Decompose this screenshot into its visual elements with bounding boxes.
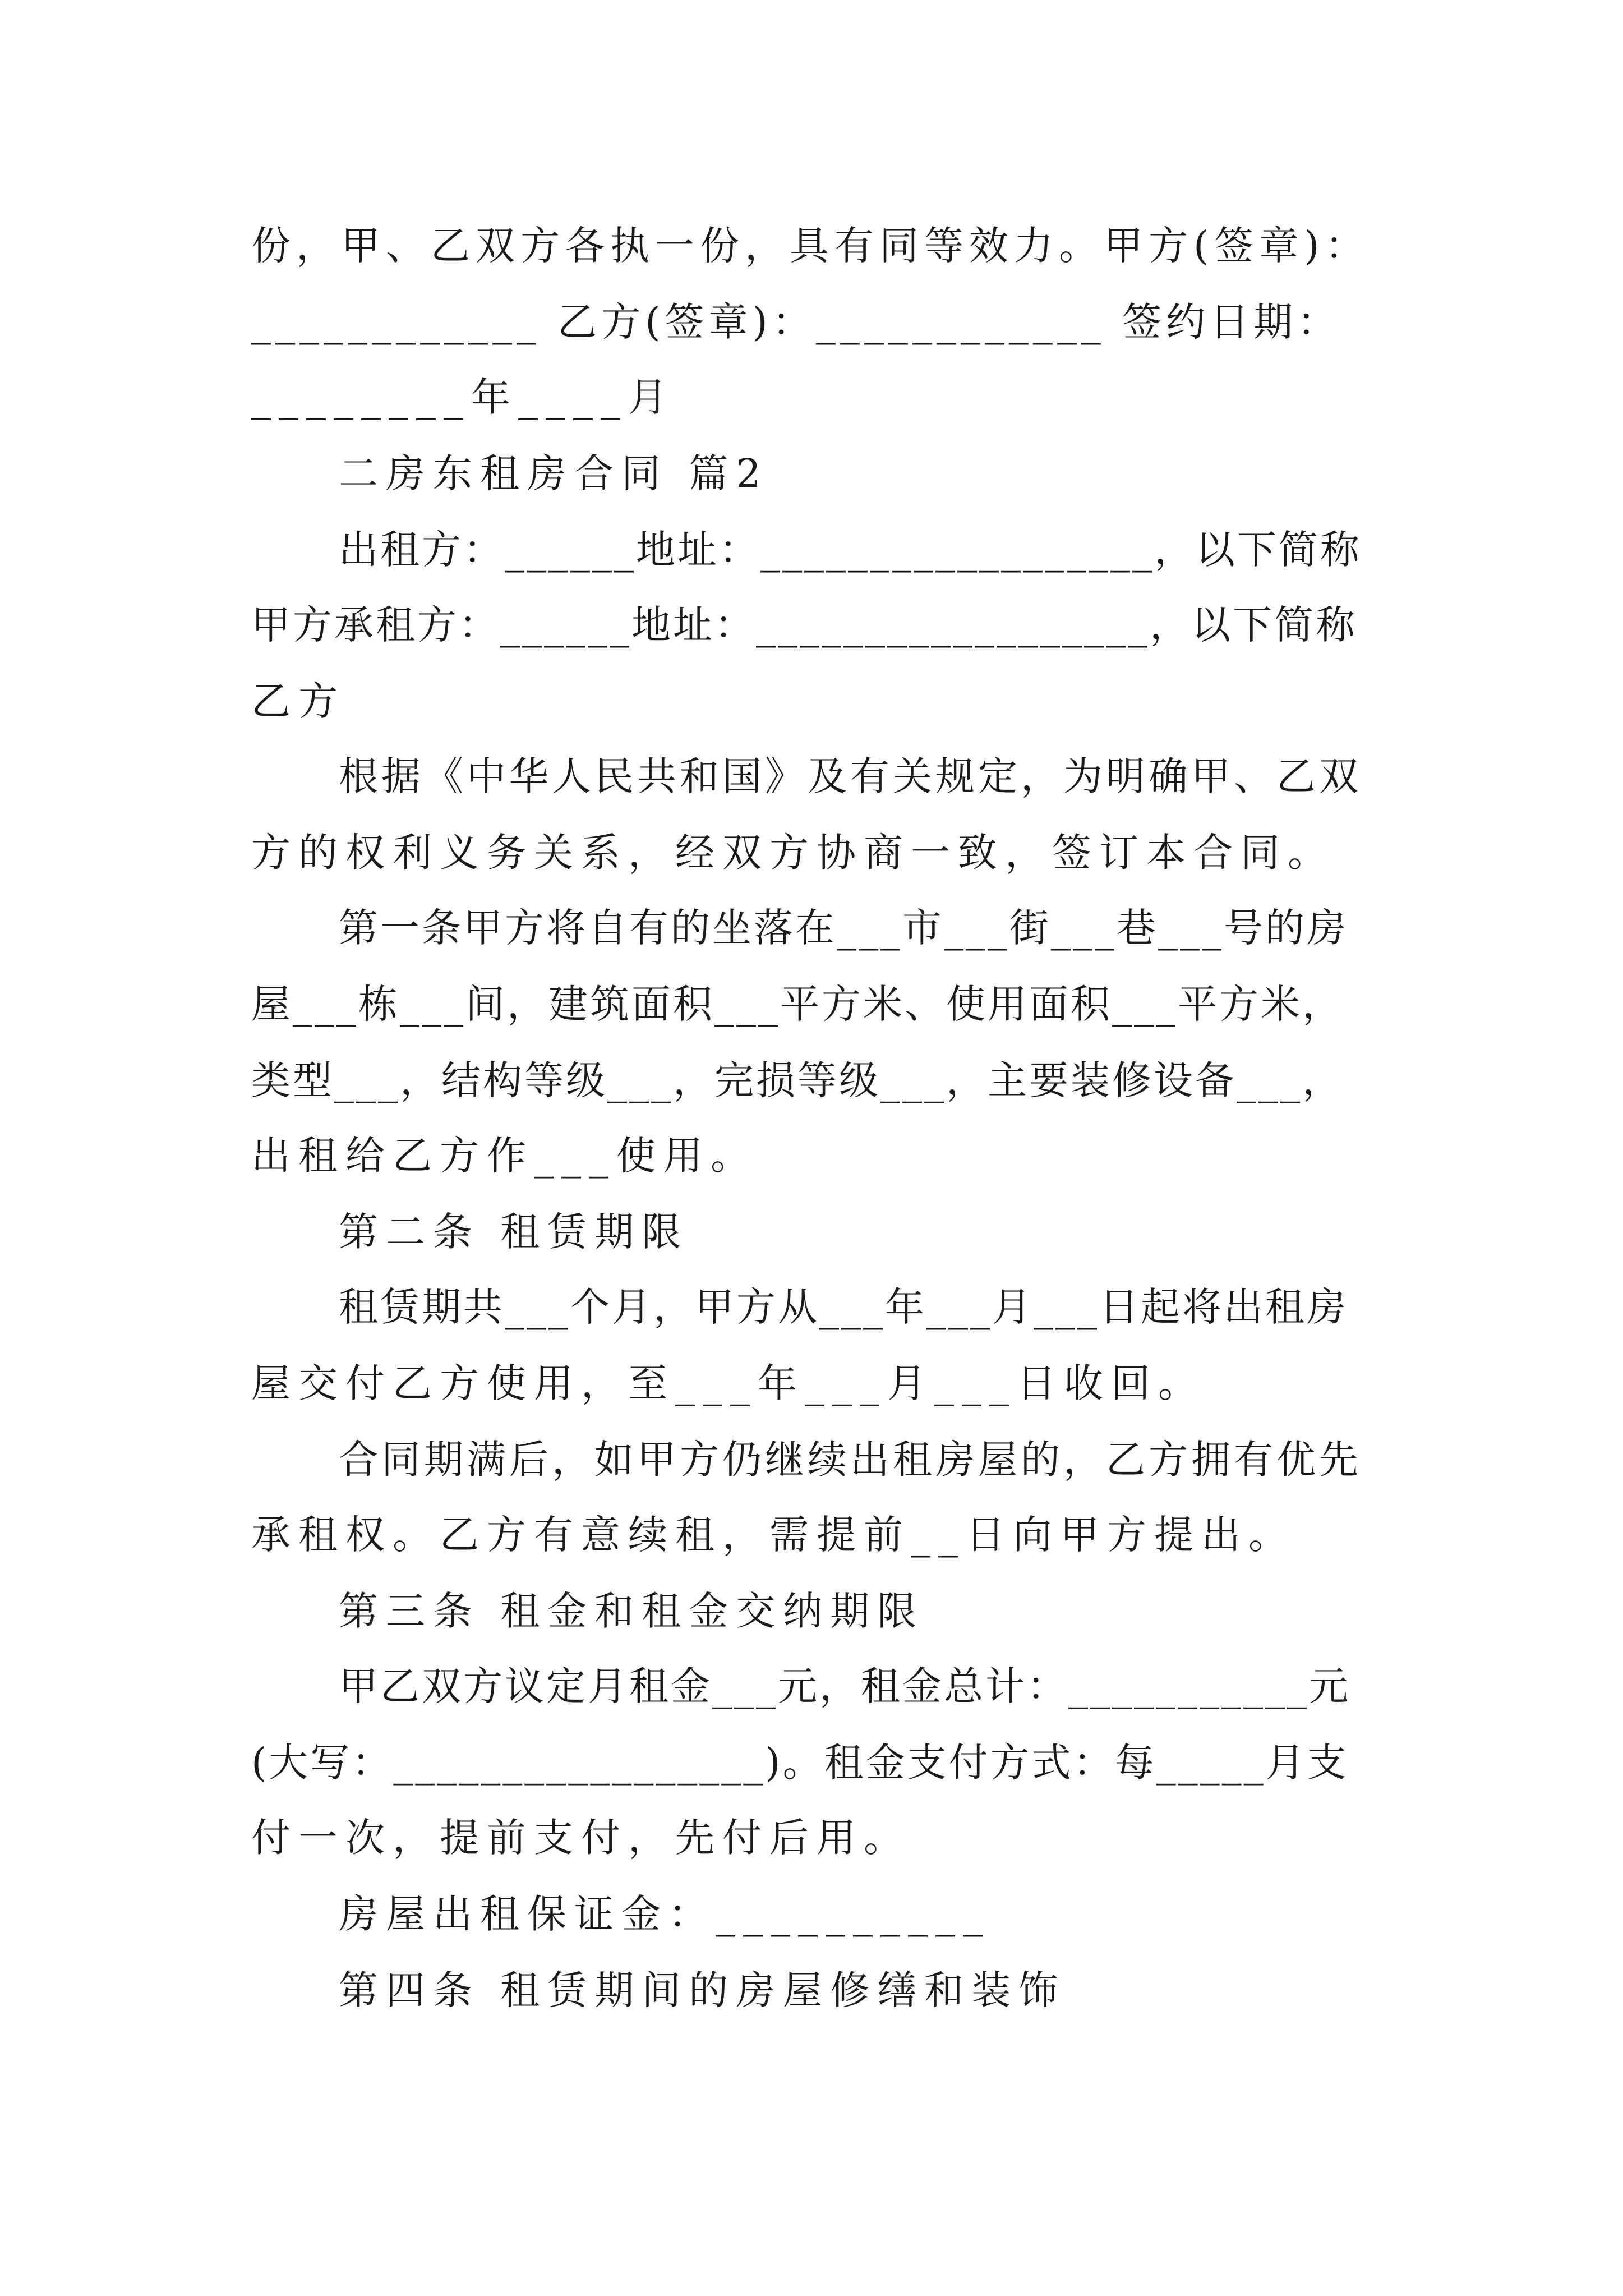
text-line: 房屋出租保证金：__________ xyxy=(339,1891,990,1937)
text-line: 第一条甲方将自有的坐落在___市___街___巷___号的房 xyxy=(339,905,1348,951)
article-heading: 第二条 租赁期限 xyxy=(339,1209,689,1255)
section-title: 二房东租房合同 篇2 xyxy=(339,450,769,496)
date-line: ________年____月 xyxy=(251,374,675,420)
text-line: 出租方：______地址：__________________，以下简称 xyxy=(339,527,1362,573)
text-line: 乙方 xyxy=(251,678,345,724)
text-line: 承租权。乙方有意续租，需提前__日向甲方提出。 xyxy=(251,1512,1295,1558)
text-line: (大写：_________________)。租金支付方式：每_____月支 xyxy=(251,1740,1349,1786)
text-line: 出租给乙方作___使用。 xyxy=(251,1133,758,1179)
text-line: 付一次，提前支付，先付后用。 xyxy=(251,1815,911,1861)
article-heading: 第三条 租金和租金交纳期限 xyxy=(339,1588,925,1634)
article-heading: 第四条 租赁期间的房屋修缮和装饰 xyxy=(339,1967,1066,2013)
text-line: 屋___栋___间，建筑面积___平方米、使用面积___平方米， xyxy=(251,981,1344,1027)
text-line: 甲乙双方议定月租金___元，租金总计：___________元 xyxy=(339,1663,1350,1709)
text-line: 份，甲、乙双方各执一份，具有同等效力。甲方(签章)： xyxy=(251,223,1370,269)
text-line: 根据《中华人民共和国》及有关规定，为明确甲、乙双 xyxy=(339,753,1362,799)
text-line: 合同期满后，如甲方仍继续出租房屋的，乙方拥有优先 xyxy=(339,1437,1362,1483)
text-line: 类型___，结构等级___，完损等级___，主要装修设备___， xyxy=(251,1057,1344,1103)
text-line: 屋交付乙方使用，至___年___月___日收回。 xyxy=(251,1360,1205,1406)
text-line: 租赁期共___个月，甲方从___年___月___日起将出租房 xyxy=(339,1284,1348,1330)
text-line: 方的权利义务关系，经双方协商一致，签订本合同。 xyxy=(251,830,1335,876)
text-line: 甲方承租方：______地址：__________________，以下简称 xyxy=(251,602,1357,648)
signature-line: ____________ 乙方(签章)：____________ 签约日期： xyxy=(251,299,1341,345)
